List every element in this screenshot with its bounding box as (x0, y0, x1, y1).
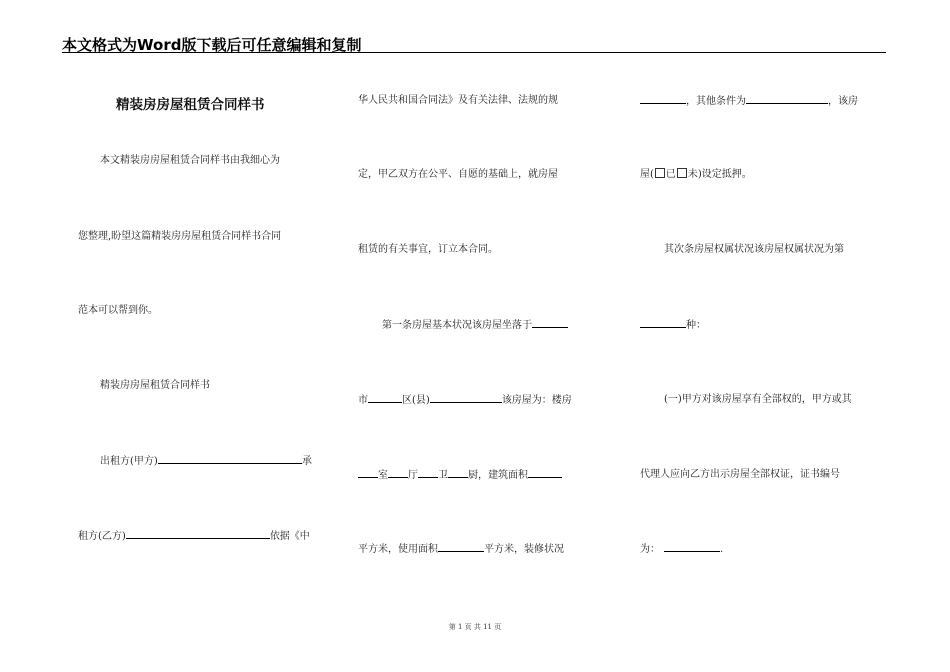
decor-status-blank[interactable] (640, 94, 686, 104)
law-line-1: 华人民共和国合同法》及有关法律、法规的规 (358, 95, 558, 106)
hall-blank[interactable] (388, 468, 408, 478)
lessee-tail: 依据《中 (269, 531, 310, 542)
ownership-type-line (640, 318, 706, 333)
district-blank[interactable] (430, 393, 502, 403)
document-banner: 本文格式为Word版下载后可任意编辑和复制 (62, 36, 362, 54)
document-title: 精装房房屋租赁合同样书 (116, 97, 265, 113)
intro-line-1: 本文精装房房屋租赁合同样书由我细心为 (100, 155, 280, 166)
sqm-label: 平方米，使用面积 (358, 544, 438, 555)
page-number: 第 1 页 共 11 页 (448, 623, 502, 631)
conditions-label: ，其他条件为 (686, 96, 746, 107)
lessee-label: 租方(乙方) (78, 531, 126, 542)
kitchen-label: 厨，建筑面积 (468, 470, 528, 481)
address-line (358, 393, 572, 408)
law-line-3: 租赁的有关事宜，订立本合同。 (358, 244, 498, 255)
mortgage-tail: 未)设定抵押。 (687, 169, 752, 180)
bath-blank[interactable] (418, 468, 438, 478)
hall-label: 厅 (408, 470, 418, 481)
city-blank[interactable] (368, 393, 402, 403)
district-label: 区(县) (402, 395, 430, 406)
mortgaged-option: 已 (665, 169, 676, 180)
certificate-line (640, 542, 723, 557)
contract-subtitle: 精装房房屋租赁合同样书 (100, 380, 210, 391)
certificate-end: . (720, 544, 724, 555)
lessor-blank[interactable] (158, 454, 302, 464)
mortgage-label: 屋( (640, 169, 654, 180)
mortgaged-checkbox[interactable] (655, 168, 665, 178)
room-blank[interactable] (358, 468, 378, 478)
article-1-line (382, 318, 568, 333)
layout-line (358, 468, 562, 483)
bath-label: 卫 (438, 470, 448, 481)
article-2-heading: 其次条房屋权属状况该房屋权属状况为第 (664, 244, 844, 255)
other-conditions-blank[interactable] (746, 94, 828, 104)
header-rule (62, 52, 886, 53)
lessee-line (78, 529, 310, 544)
lessor-tail: 承 (301, 456, 312, 467)
lessor-line (100, 454, 312, 469)
ownership-type-blank[interactable] (640, 318, 686, 328)
certificate-blank[interactable] (664, 542, 720, 552)
area-line (358, 542, 564, 557)
usable-area-blank[interactable] (438, 542, 484, 552)
ownership-line-2: 代理人应向乙方出示房屋全部权证，证书编号 (640, 469, 840, 480)
intro-line-3: 范本可以帮到你。 (78, 305, 158, 316)
city-label: 市 (358, 395, 368, 406)
lessee-blank[interactable] (126, 529, 270, 539)
location-blank[interactable] (532, 318, 568, 328)
kitchen-blank[interactable] (448, 468, 468, 478)
house-type-label: 该房屋为：楼房 (501, 395, 572, 406)
article-1-heading: 第一条房屋基本状况该房屋坐落于 (382, 320, 532, 331)
decor-label: 平方米，装修状况 (484, 544, 564, 555)
not-mortgaged-checkbox[interactable] (677, 168, 687, 178)
certificate-label: 为： (640, 544, 660, 555)
intro-line-2: 您整理,盼望这篇精装房房屋租赁合同样书合同 (78, 231, 282, 242)
ownership-type-label: 种： (686, 320, 706, 331)
conditions-line (640, 94, 858, 109)
law-line-2: 定，甲乙双方在公平、自愿的基础上，就房屋 (358, 169, 558, 180)
building-area-blank[interactable] (528, 468, 562, 478)
ownership-line-1: (一)甲方对该房屋享有全部权的，甲方或其 (664, 394, 852, 405)
mortgage-line (640, 168, 752, 182)
lessor-label: 出租方(甲方) (100, 456, 158, 467)
room-label: 室 (378, 470, 388, 481)
conditions-tail: ，该房 (828, 96, 858, 107)
